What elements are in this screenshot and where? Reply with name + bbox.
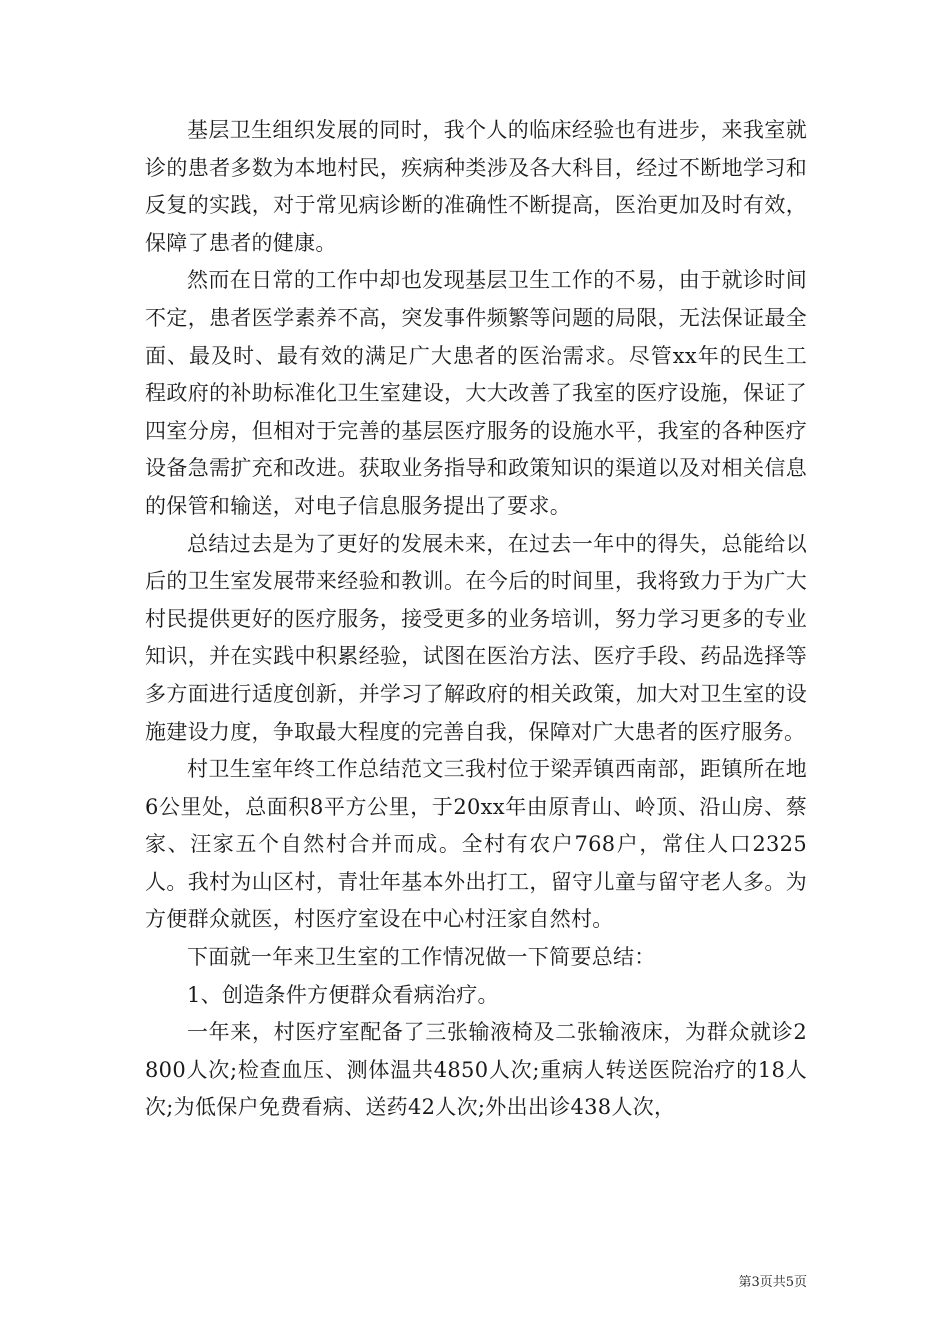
paragraph-section-heading-1: 1、创造条件方便群众看病治疗。 bbox=[187, 982, 499, 1007]
page-number-footer: 第3页共5页 bbox=[738, 1275, 807, 1290]
paragraph-village-intro: 村卫生室年终工作总结范文三我村位于梁弄镇西南部，距镇所在地6公里处，总面积8平方公里，于20xx年由原青山、岭顶、沿山房、蔡家、汪家五个自然村合并而成。全村有农户768户，常住人口2325人。我村为山区村，青壮年基本外出打工，留守儿童与留守老人多。为方便群众就医，村医疗室设在中心村汪家自然村。 bbox=[145, 757, 807, 932]
paragraph-future-plans: 总结过去是为了更好的发展未来，在过去一年中的得失，总能给以后的卫生室发展带来经验和教训。在今后的时间里，我将致力于为广大村民提供更好的医疗服务，接受更多的业务培训，努力学习更多的专业知识，并在实践中积累经验，试图在医治方法、医疗手段、药品选择等多方面进行适度创新，并学习了解政府的相关政策，加大对卫生室的设施建设力度，争取最大程度的完善自我，保障对广大患者的医疗服务。 bbox=[145, 531, 807, 744]
document-body bbox=[145, 112, 807, 1127]
paragraph-summary-intro: 下面就一年来卫生室的工作情况做一下简要总结： bbox=[187, 945, 656, 970]
paragraph-difficulties: 然而在日常的工作中却也发现基层卫生工作的不易，由于就诊时间不定，患者医学素养不高，突发事件频繁等问题的局限，无法保证最全面、最及时、最有效的满足广大患者的医治需求。尽管xx年的民生工程政府的补助标准化卫生室建设，大大改善了我室的医疗设施，保证了四室分房，但相对于完善的基层医疗服务的设施水平，我室的各种医疗设备急需扩充和改进。获取业务指导和政策知识的渠道以及对相关信息的保管和输送，对电子信息服务提出了要求。 bbox=[145, 268, 807, 518]
paragraph-clinical-experience: 基层卫生组织发展的同时，我个人的临床经验也有进步，来我室就诊的患者多数为本地村民，疾病种类涉及各大科目，经过不断地学习和反复的实践，对于常见病诊断的准确性不断提高，医治更加及时有效，保障了患者的健康。 bbox=[145, 118, 807, 255]
paragraph-service-statistics: 一年来，村医疗室配备了三张输液椅及二张输液床，为群众就诊2800人次;检查血压、测体温共4850人次;重病人转送医院治疗的18人次;为低保户免费看病、送药42人次;外出出诊438人次， bbox=[145, 1020, 807, 1120]
